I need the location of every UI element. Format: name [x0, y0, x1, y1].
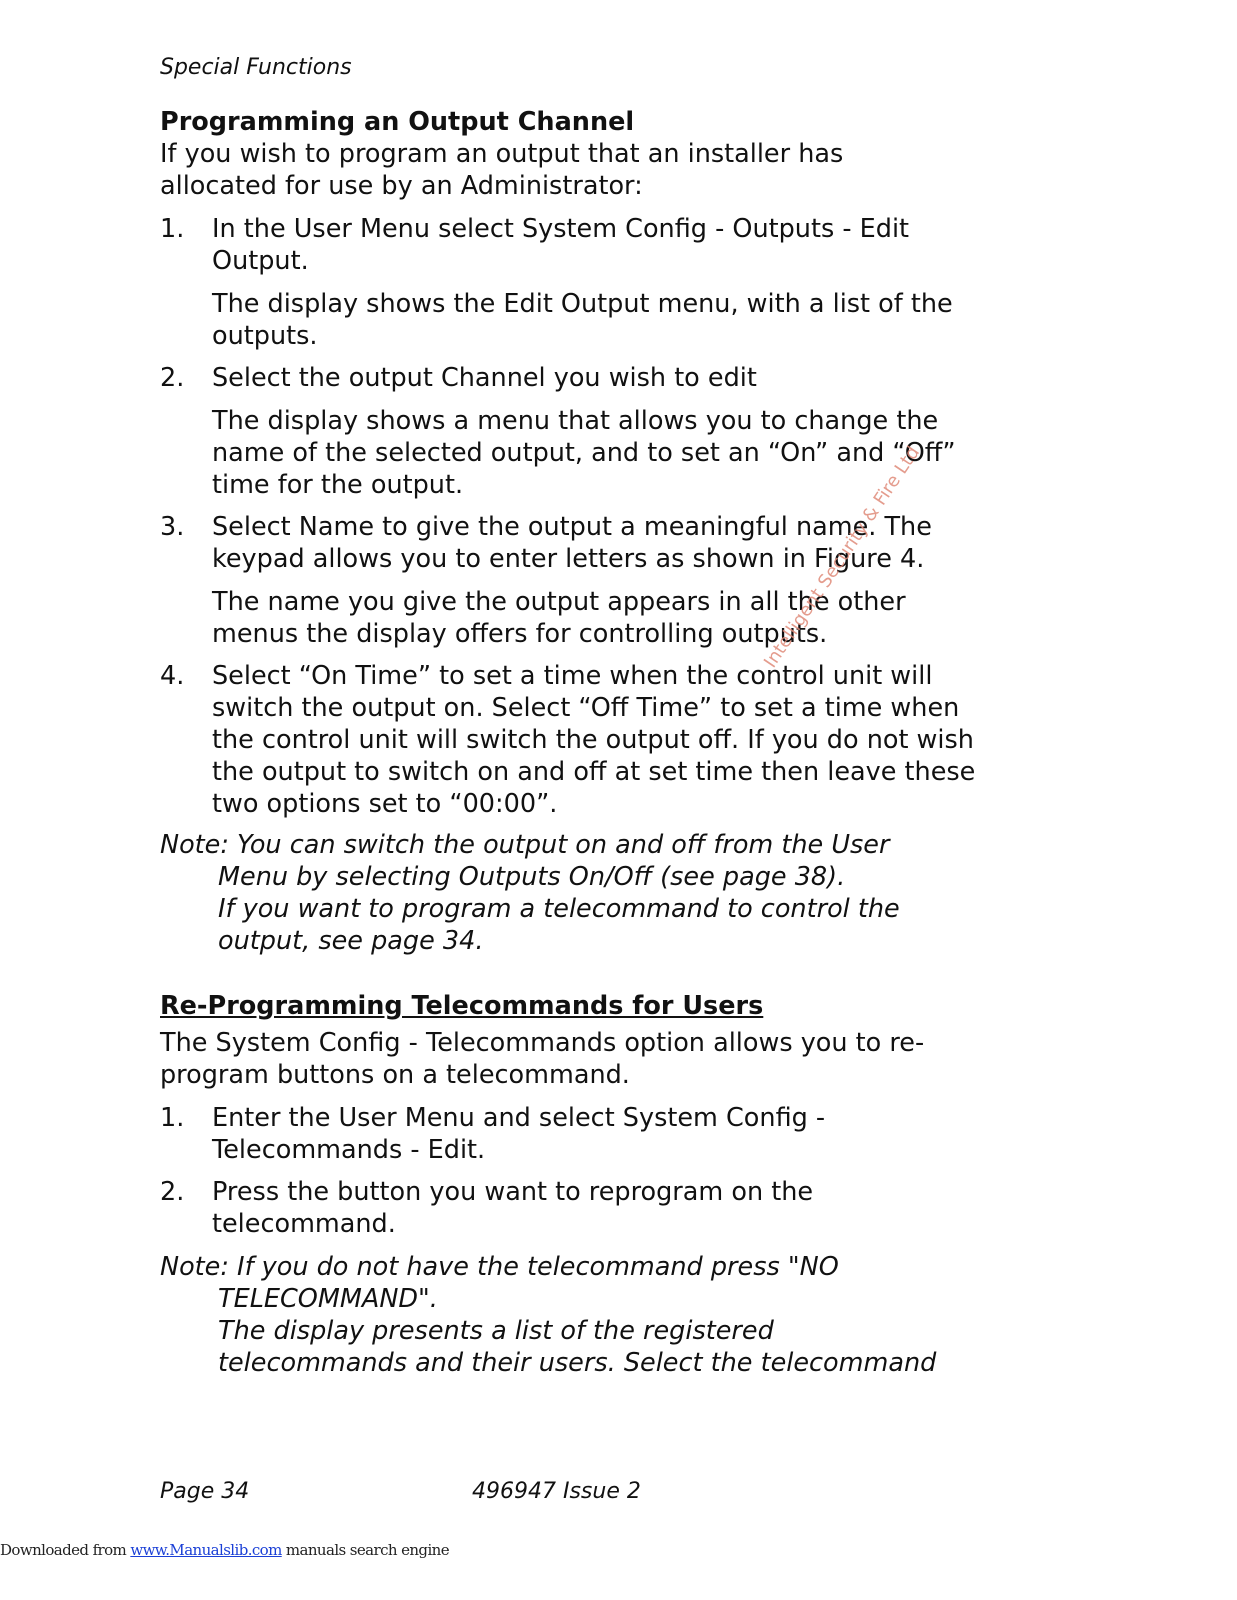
- watermark: [760, 442, 925, 672]
- step-detail: The display shows a menu that allows you to change the name of the selected output, and to set an “On” and “Off” time for the output.: [212, 406, 956, 500]
- step-text: Select the output Channel you wish to edit: [212, 363, 757, 393]
- note-line: The display presents a list of the registered: [218, 1316, 774, 1346]
- step-text: Enter the User Menu and select System Config - Telecommands - Edit.: [212, 1103, 826, 1165]
- manual-page: [160, 0, 1010, 1600]
- step-item: [160, 1102, 1010, 1166]
- step-item: [160, 660, 1010, 820]
- step-text: In the User Menu select System Config - Outputs - Edit Output.: [212, 214, 910, 276]
- step-detail: The display shows the Edit Output menu, with a list of the outputs.: [212, 289, 953, 351]
- download-prefix: Downloaded from: [0, 1541, 131, 1559]
- step-number: 2.: [160, 363, 185, 393]
- note-telecommand: [160, 1251, 1010, 1379]
- step-number: 1.: [160, 1103, 185, 1133]
- note-line: Note: If you do not have the telecommand press "NO: [160, 1252, 839, 1282]
- step-text: Press the button you want to reprogram on the telecommand.: [212, 1177, 814, 1239]
- section-title-telecommands: Re-Programming Telecommands for Users: [160, 991, 764, 1021]
- section-title-output-channel: Programming an Output Channel: [160, 107, 635, 137]
- footer-document-id: 496947 Issue 2: [472, 1479, 641, 1504]
- step-number: 2.: [160, 1177, 185, 1207]
- download-suffix: manuals search engine: [281, 1541, 449, 1559]
- section-intro: If you wish to program an output that an installer has allocated for use by an Administrator:: [160, 139, 844, 201]
- note-line: TELECOMMAND".: [218, 1284, 438, 1314]
- step-item: [160, 213, 1010, 352]
- running-header: Special Functions: [160, 55, 352, 80]
- step-number: 4.: [160, 661, 185, 691]
- note-line: Note: You can switch the output on and off from the User: [160, 830, 890, 860]
- footer-page-number: Page 34: [160, 1479, 250, 1504]
- step-item: [160, 511, 1010, 650]
- note-line: output, see page 34.: [218, 926, 484, 956]
- step-text: Select Name to give the output a meaningful name. The keypad allows you to enter letters as shown in Figure 4.: [212, 512, 932, 574]
- step-item: [160, 1176, 1010, 1240]
- manualslib-link[interactable]: www.Manualslib.com: [130, 1541, 282, 1559]
- section-intro: The System Config - Telecommands option allows you to re-program buttons on a telecommand.: [160, 1028, 925, 1090]
- step-number: 3.: [160, 512, 185, 542]
- step-text: Select “On Time” to set a time when the control unit will switch the output on. Select “Off Time” to set a time when the control unit will switch the output off. If you do not wish the output to switch on and off at set time then leave these two options set to “00:00”.: [212, 661, 976, 819]
- step-detail: The name you give the output appears in all the other menus the display offers for controlling outputs.: [212, 587, 906, 649]
- step-number: 1.: [160, 214, 185, 244]
- note-line: telecommands and their users. Select the telecommand: [218, 1348, 937, 1378]
- note-outputs: [160, 829, 1010, 957]
- note-line: If you want to program a telecommand to control the: [218, 894, 900, 924]
- watermark-text: Intelligent Security & Fire Ltd: [760, 442, 925, 672]
- note-line: Menu by selecting Outputs On/Off (see page 38).: [218, 862, 846, 892]
- download-banner: [0, 1541, 449, 1559]
